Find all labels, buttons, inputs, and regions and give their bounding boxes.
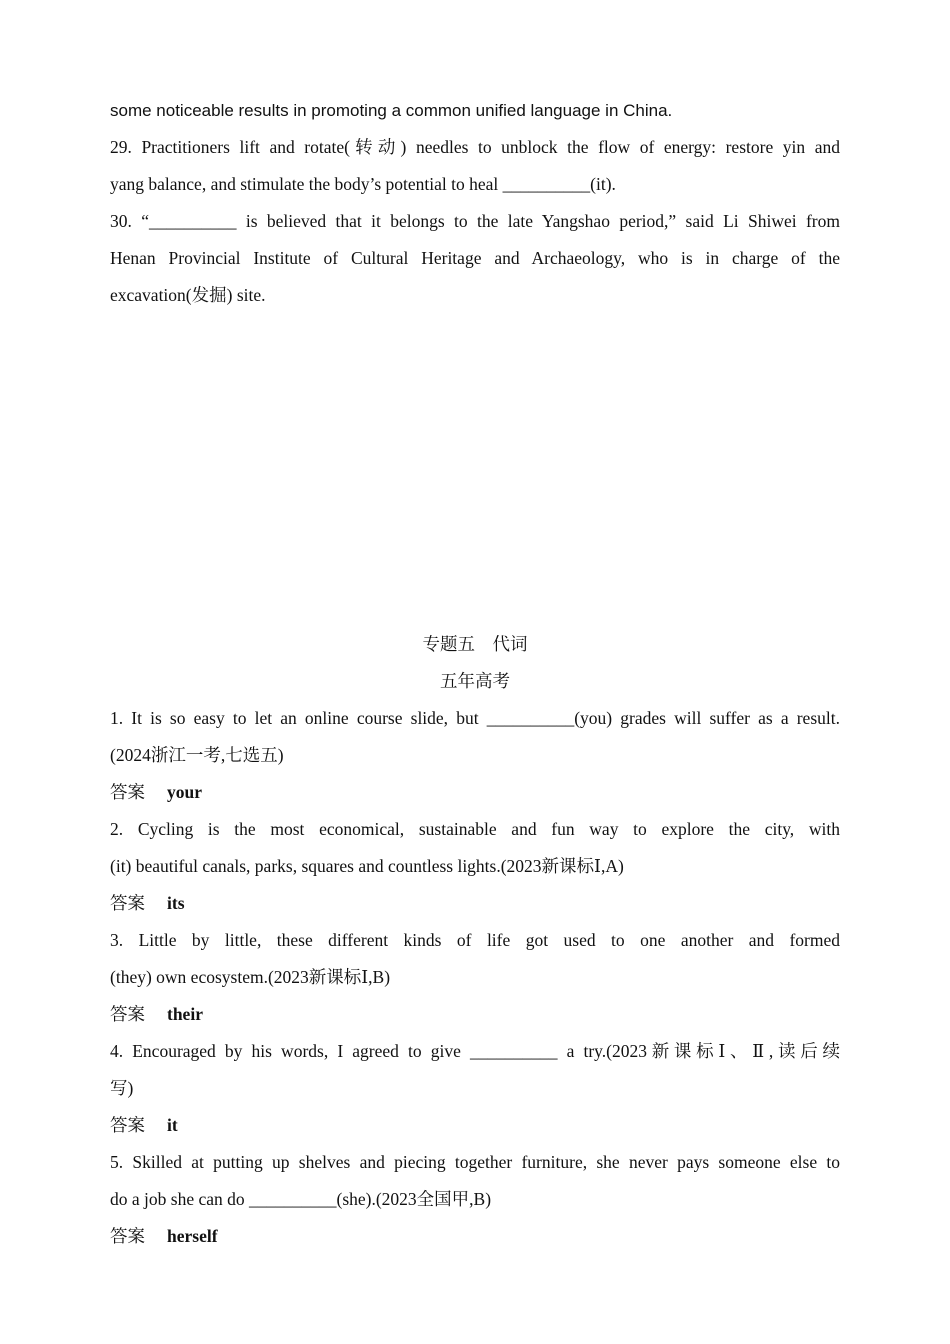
question-item — [110, 811, 840, 922]
question-line: (it) beautiful canals, parks, squares and countless lights.(2023新课标Ⅰ,A) — [110, 856, 624, 876]
question-line: 4. Encouraged by his words, I agreed to give __________ a try.(2023新课标Ⅰ、Ⅱ,读后续 — [110, 1041, 840, 1061]
section-title: 专题五 代词 — [422, 634, 528, 654]
answer-value: your — [167, 782, 202, 802]
question-line: 3. Little by little, these different kinds of life got used to one another and formed — [110, 930, 840, 950]
answer-row — [110, 774, 840, 811]
answer-label: 答案 — [110, 893, 145, 913]
question-item — [110, 1033, 840, 1144]
answer-value: it — [167, 1115, 178, 1135]
answer-label: 答案 — [110, 1004, 145, 1024]
question-item — [110, 1144, 840, 1255]
answer-row — [110, 1107, 840, 1144]
question-30-line: excavation(发掘) site. — [110, 285, 266, 305]
answer-row — [110, 885, 840, 922]
answer-row — [110, 1218, 840, 1255]
question-line: 2. Cycling is the most economical, sustainable and fun way to explore the city, with — [110, 819, 840, 839]
answer-label: 答案 — [110, 1115, 145, 1135]
question-29-line: yang balance, and stimulate the body’s potential to heal __________(it). — [110, 174, 616, 194]
question-30-line: Henan Provincial Institute of Cultural Heritage and Archaeology, who is in charge of the — [110, 248, 840, 268]
question-line: 写) — [110, 1078, 134, 1098]
question-item — [110, 700, 840, 811]
answer-label: 答案 — [110, 782, 145, 802]
continued-text-block — [110, 92, 840, 314]
question-line: 5. Skilled at putting up shelves and piecing together furniture, she never pays someone else to — [110, 1152, 840, 1172]
question-line: do a job she can do __________(she).(2023全国甲,B) — [110, 1189, 492, 1209]
answer-value: their — [167, 1004, 203, 1024]
question-30-line: 30. “__________ is believed that it belongs to the late Yangshao period,” said Li Shiwei from — [110, 211, 840, 231]
question-line: (2024浙江一考,七选五) — [110, 745, 284, 765]
question-line: (they) own ecosystem.(2023新课标Ⅰ,B) — [110, 967, 391, 987]
question-item — [110, 922, 840, 1033]
question-line: 1. It is so easy to let an online course slide, but __________(you) grades will suffer as a result. — [110, 708, 840, 728]
answer-value: herself — [167, 1226, 218, 1246]
section-subtitle: 五年高考 — [440, 671, 510, 691]
answer-label: 答案 — [110, 1226, 145, 1246]
text-line: some noticeable results in promoting a common unified language in China. — [110, 101, 673, 120]
answer-value: its — [167, 893, 185, 913]
answer-row — [110, 996, 840, 1033]
pronoun-section — [110, 626, 840, 1255]
question-29-line: 29. Practitioners lift and rotate(转动) needles to unblock the flow of energy: restore yin and — [110, 137, 840, 157]
